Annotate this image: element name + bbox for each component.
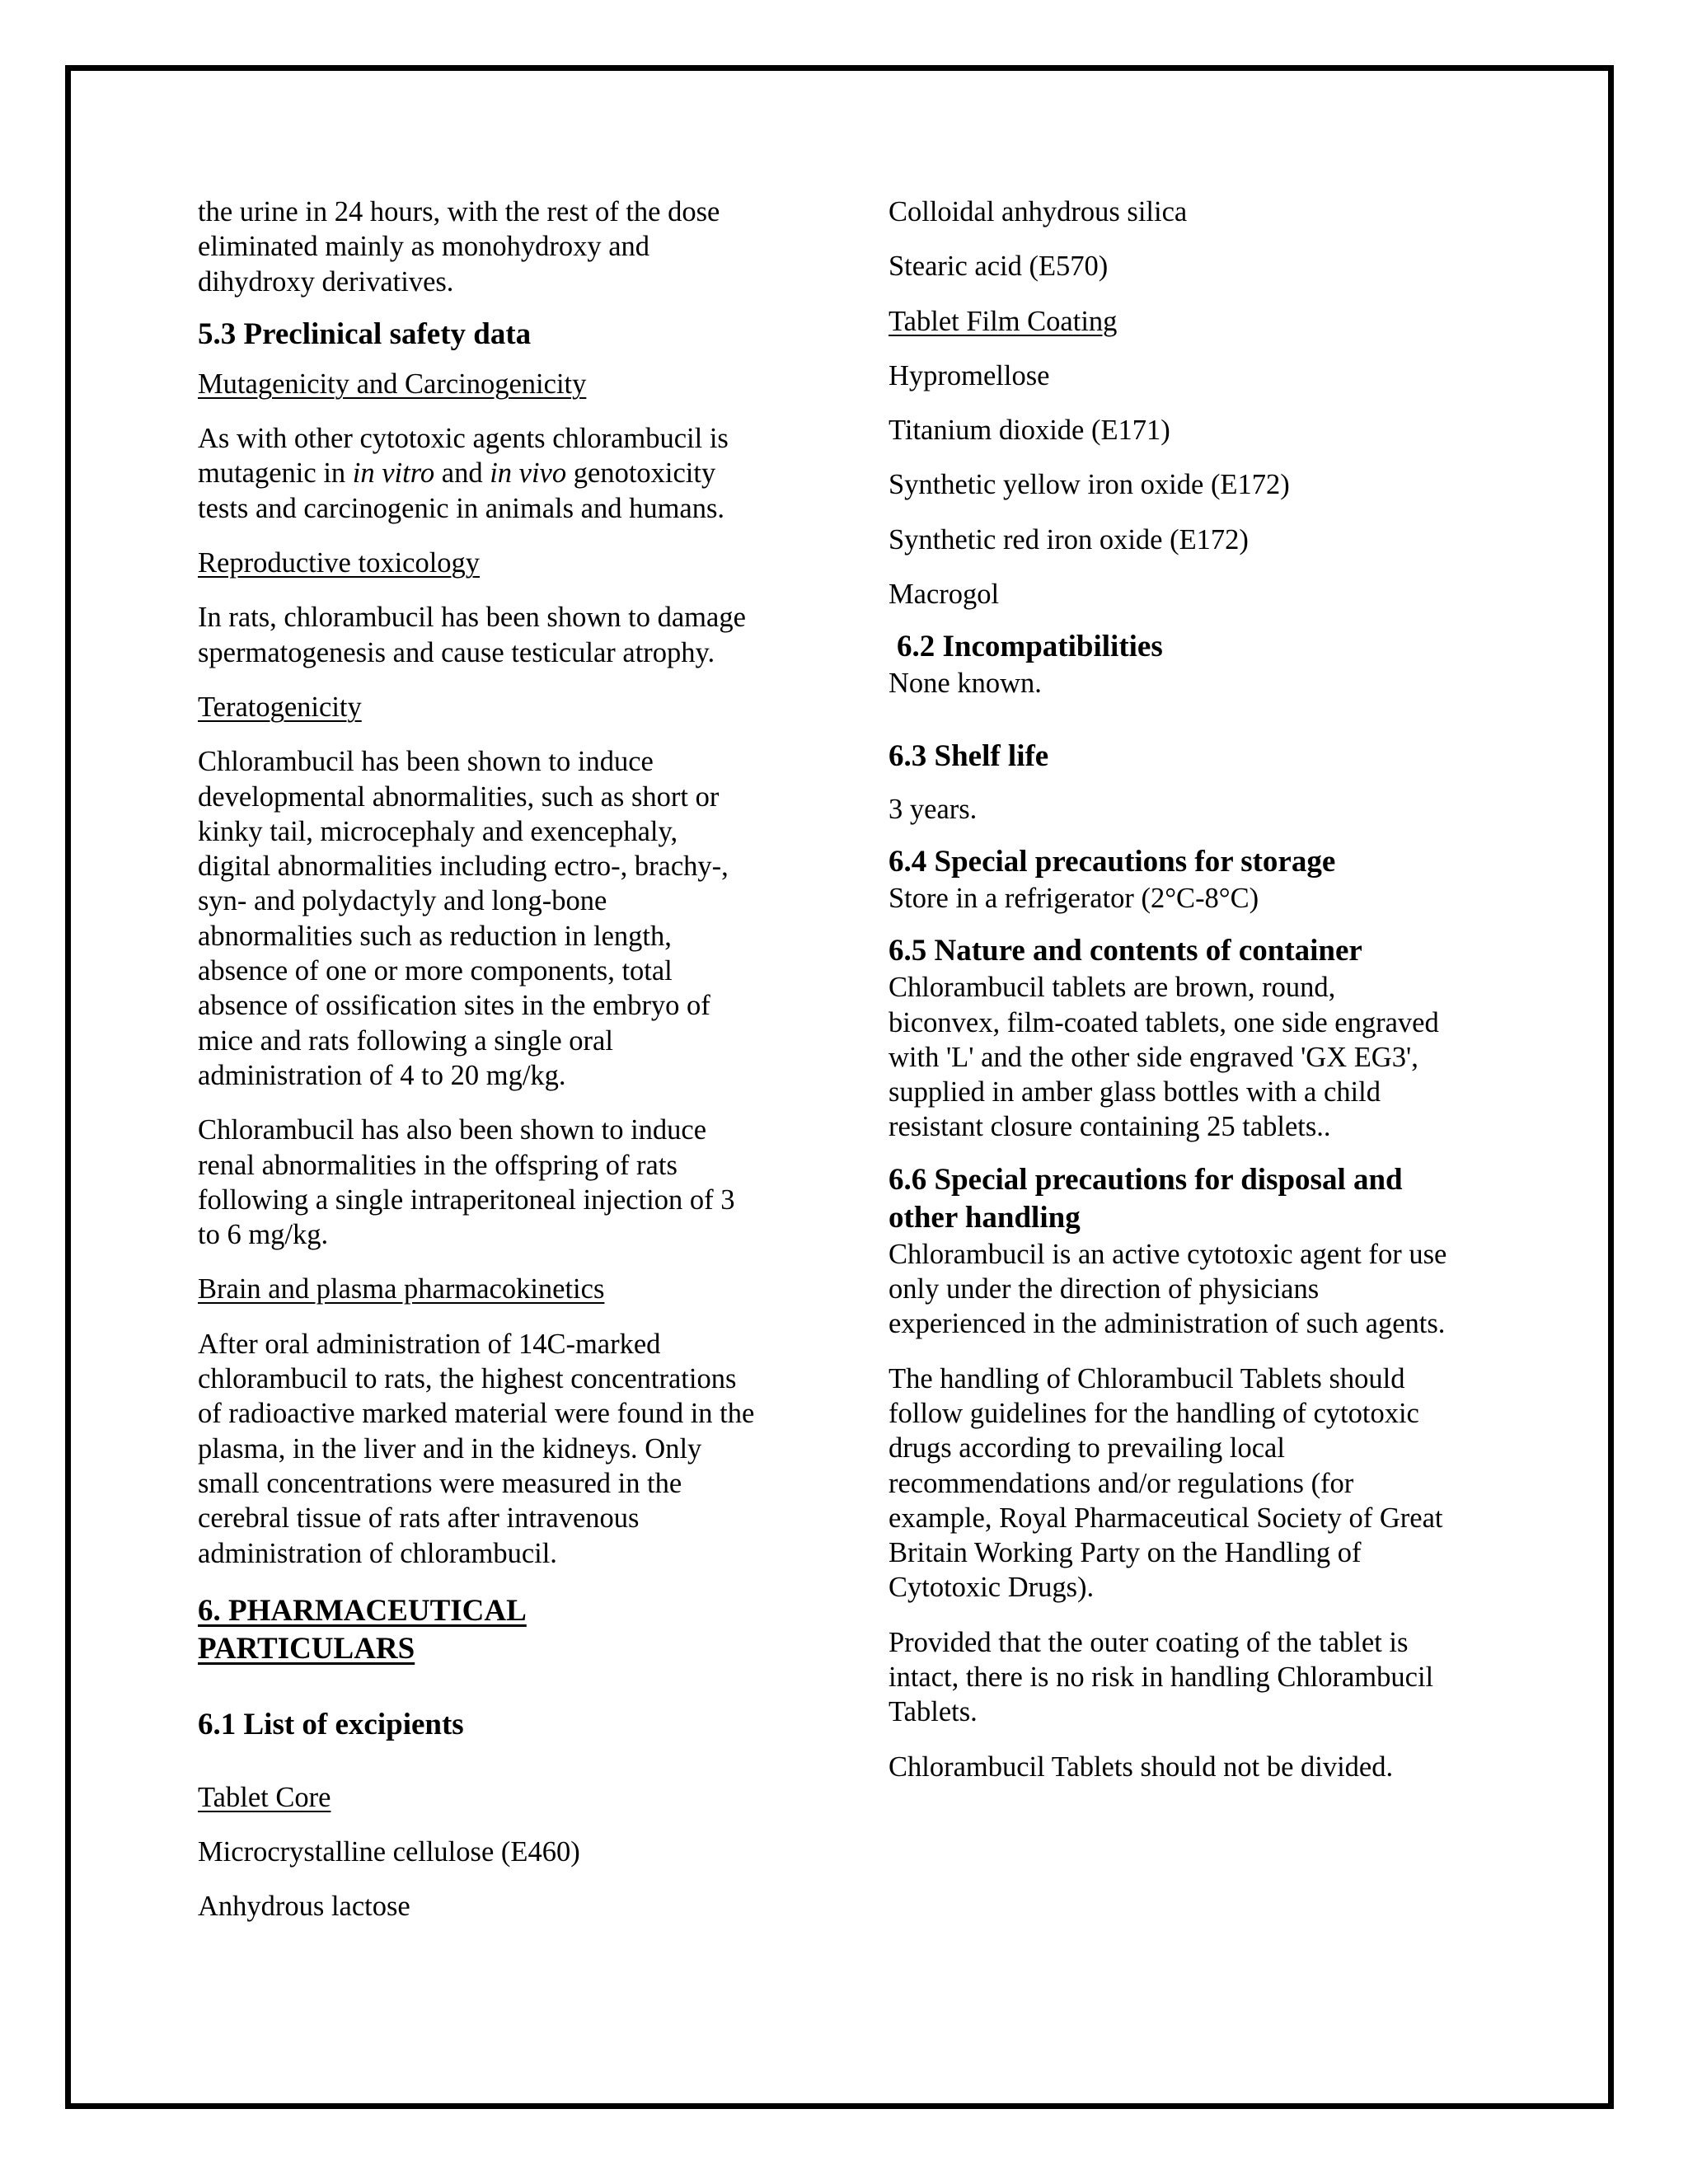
heading-6-3-shelf-life: 6.3 Shelf life <box>889 738 1049 773</box>
text-line: small concentrations were measured in the <box>198 1467 682 1499</box>
paragraph-teratogenicity <box>198 744 808 1093</box>
excipient-item: Hypromellose <box>889 359 1050 391</box>
text-line: renal abnormalities in the offspring of rats <box>198 1149 678 1181</box>
text-line: digital abnormalities including ectro-, brachy-, <box>198 851 729 883</box>
subheading-tablet-film-coating: Tablet Film Coating <box>889 305 1118 337</box>
heading-6-1-excipients: 6.1 List of excipients <box>198 1707 464 1741</box>
paragraph-container <box>889 970 1515 1144</box>
heading-6-6-disposal <box>889 1161 1515 1237</box>
text-line: supplied in amber glass bottles with a child <box>889 1076 1381 1108</box>
excipient-item: Synthetic yellow iron oxide (E172) <box>889 469 1290 501</box>
heading-6-2-incompatibilities: 6.2 Incompatibilities <box>897 630 1163 664</box>
left-column <box>198 194 808 1924</box>
text-line: absence of one or more components, total <box>198 955 673 987</box>
text-line: plasma, in the liver and in the kidneys. Only <box>198 1432 702 1465</box>
text-line: example, Royal Pharmaceutical Society of Great <box>889 1502 1443 1534</box>
text-line: Chlorambucil tablets are brown, round, <box>889 972 1336 1004</box>
text-line: administration of chlorambucil. <box>198 1537 557 1569</box>
excipient-item: Macrogol <box>889 579 1000 611</box>
text-line: dihydroxy derivatives. <box>198 265 454 298</box>
excipient-item: Titanium dioxide (E171) <box>889 415 1170 447</box>
text-line: of radioactive marked material were found in the <box>198 1398 755 1430</box>
heading-6-4-storage: 6.4 Special precautions for storage <box>889 844 1336 879</box>
text-line: biconvex, film-coated tablets, one side engraved <box>889 1006 1439 1038</box>
paragraph-disposal-4: Chlorambucil Tablets should not be divided. <box>889 1750 1394 1783</box>
heading-line: other handling <box>889 1200 1081 1235</box>
italic-term: in vitro <box>352 457 435 490</box>
text-line: developmental abnormalities, such as short or <box>198 780 720 813</box>
subheading-brain-plasma: Brain and plasma pharmacokinetics <box>198 1273 605 1305</box>
text-line: chlorambucil to rats, the highest concentrations <box>198 1363 737 1395</box>
excipient-item: Microcrystalline cellulose (E460) <box>198 1836 580 1868</box>
text-line: to 6 mg/kg. <box>198 1219 329 1251</box>
heading-6-5-container: 6.5 Nature and contents of container <box>889 934 1362 968</box>
text-line: kinky tail, microcephaly and exencephaly, <box>198 815 678 847</box>
text-line: spermatogenesis and cause testicular atrophy. <box>198 636 715 668</box>
text-line: cerebral tissue of rats after intravenous <box>198 1502 640 1535</box>
heading-line: 6.6 Special precautions for disposal and <box>889 1162 1403 1197</box>
text-fragment: mutagenic in <box>198 457 353 490</box>
text-line: abnormalities such as reduction in length, <box>198 920 672 952</box>
text-line: only under the direction of physicians <box>889 1273 1320 1305</box>
subheading-teratogenicity: Teratogenicity <box>198 691 362 723</box>
shelf-life-text: 3 years. <box>889 793 978 825</box>
text-fragment: and <box>434 457 490 490</box>
text-line: eliminated mainly as monohydroxy and <box>198 231 650 263</box>
right-column <box>889 194 1515 1784</box>
text-line: administration of 4 to 20 mg/kg. <box>198 1059 566 1091</box>
heading-6-pharmaceutical-particulars <box>198 1592 808 1668</box>
text-line: experienced in the administration of such agents. <box>889 1308 1446 1340</box>
paragraph-renal <box>198 1113 808 1252</box>
excipient-item: Colloidal anhydrous silica <box>889 196 1188 227</box>
text-line <box>198 456 808 490</box>
text-line: syn- and polydactyly and long-bone <box>198 885 607 917</box>
heading-line: PARTICULARS <box>198 1631 415 1666</box>
excipient-item: Anhydrous lactose <box>198 1891 410 1923</box>
text-line: drugs according to prevailing local <box>889 1432 1285 1465</box>
paragraph-disposal-2 <box>889 1361 1515 1605</box>
subheading-reproductive-toxicology: Reproductive toxicology <box>198 547 481 579</box>
text-fragment: genotoxicity <box>566 457 716 490</box>
text-line: mice and rats following a single oral <box>198 1024 613 1057</box>
incompatibilities-text: None known. <box>889 668 1042 700</box>
text-line: follow guidelines for the handling of cytotoxic <box>889 1397 1419 1429</box>
storage-text: Store in a refrigerator (2°C-8°C) <box>889 882 1259 914</box>
excipient-item: Synthetic red iron oxide (E172) <box>889 523 1249 555</box>
paragraph-mutagenicity <box>198 421 808 526</box>
text-line: Provided that the outer coating of the tablet is <box>889 1626 1409 1658</box>
text-line: The handling of Chlorambucil Tablets should <box>889 1362 1405 1394</box>
text-line: As with other cytotoxic agents chlorambucil is <box>198 423 729 455</box>
text-line: recommendations and/or regulations (for <box>889 1467 1354 1499</box>
subheading-mutagenicity: Mutagenicity and Carcinogenicity <box>198 368 587 400</box>
text-line: absence of ossification sites in the embryo of <box>198 990 710 1022</box>
subheading-tablet-core: Tablet Core <box>198 1781 331 1813</box>
text-line: In rats, chlorambucil has been shown to damage <box>198 602 746 634</box>
heading-line: 6. PHARMACEUTICAL <box>198 1593 527 1628</box>
text-line: Chlorambucil has been shown to induce <box>198 746 654 778</box>
text-line: Britain Working Party on the Handling of <box>889 1537 1362 1569</box>
paragraph-disposal-1 <box>889 1237 1515 1342</box>
italic-term: in vivo <box>490 457 567 490</box>
text-line: intact, there is no risk in handling Chlorambucil <box>889 1661 1434 1694</box>
text-line: Chlorambucil has also been shown to induce <box>198 1114 707 1146</box>
text-line: After oral administration of 14C-marked <box>198 1328 661 1360</box>
text-line: Chlorambucil is an active cytotoxic agent for use <box>889 1238 1447 1270</box>
paragraph-reproductive <box>198 600 808 670</box>
text-line: the urine in 24 hours, with the rest of the dose <box>198 196 720 227</box>
text-line: Tablets. <box>889 1696 978 1728</box>
paragraph-brain-plasma <box>198 1327 808 1571</box>
text-line: tests and carcinogenic in animals and humans. <box>198 492 725 524</box>
text-line: with 'L' and the other side engraved 'GX EG3', <box>889 1041 1418 1073</box>
text-line: resistant closure containing 25 tablets.. <box>889 1111 1331 1143</box>
heading-5-3-preclinical-safety: 5.3 Preclinical safety data <box>198 316 532 351</box>
paragraph-disposal-3 <box>889 1625 1515 1730</box>
excipient-item: Stearic acid (E570) <box>889 251 1109 283</box>
paragraph-urine-elimination <box>198 194 808 299</box>
text-line: following a single intraperitoneal injection of 3 <box>198 1183 735 1216</box>
text-line: Cytotoxic Drugs). <box>889 1572 1095 1604</box>
